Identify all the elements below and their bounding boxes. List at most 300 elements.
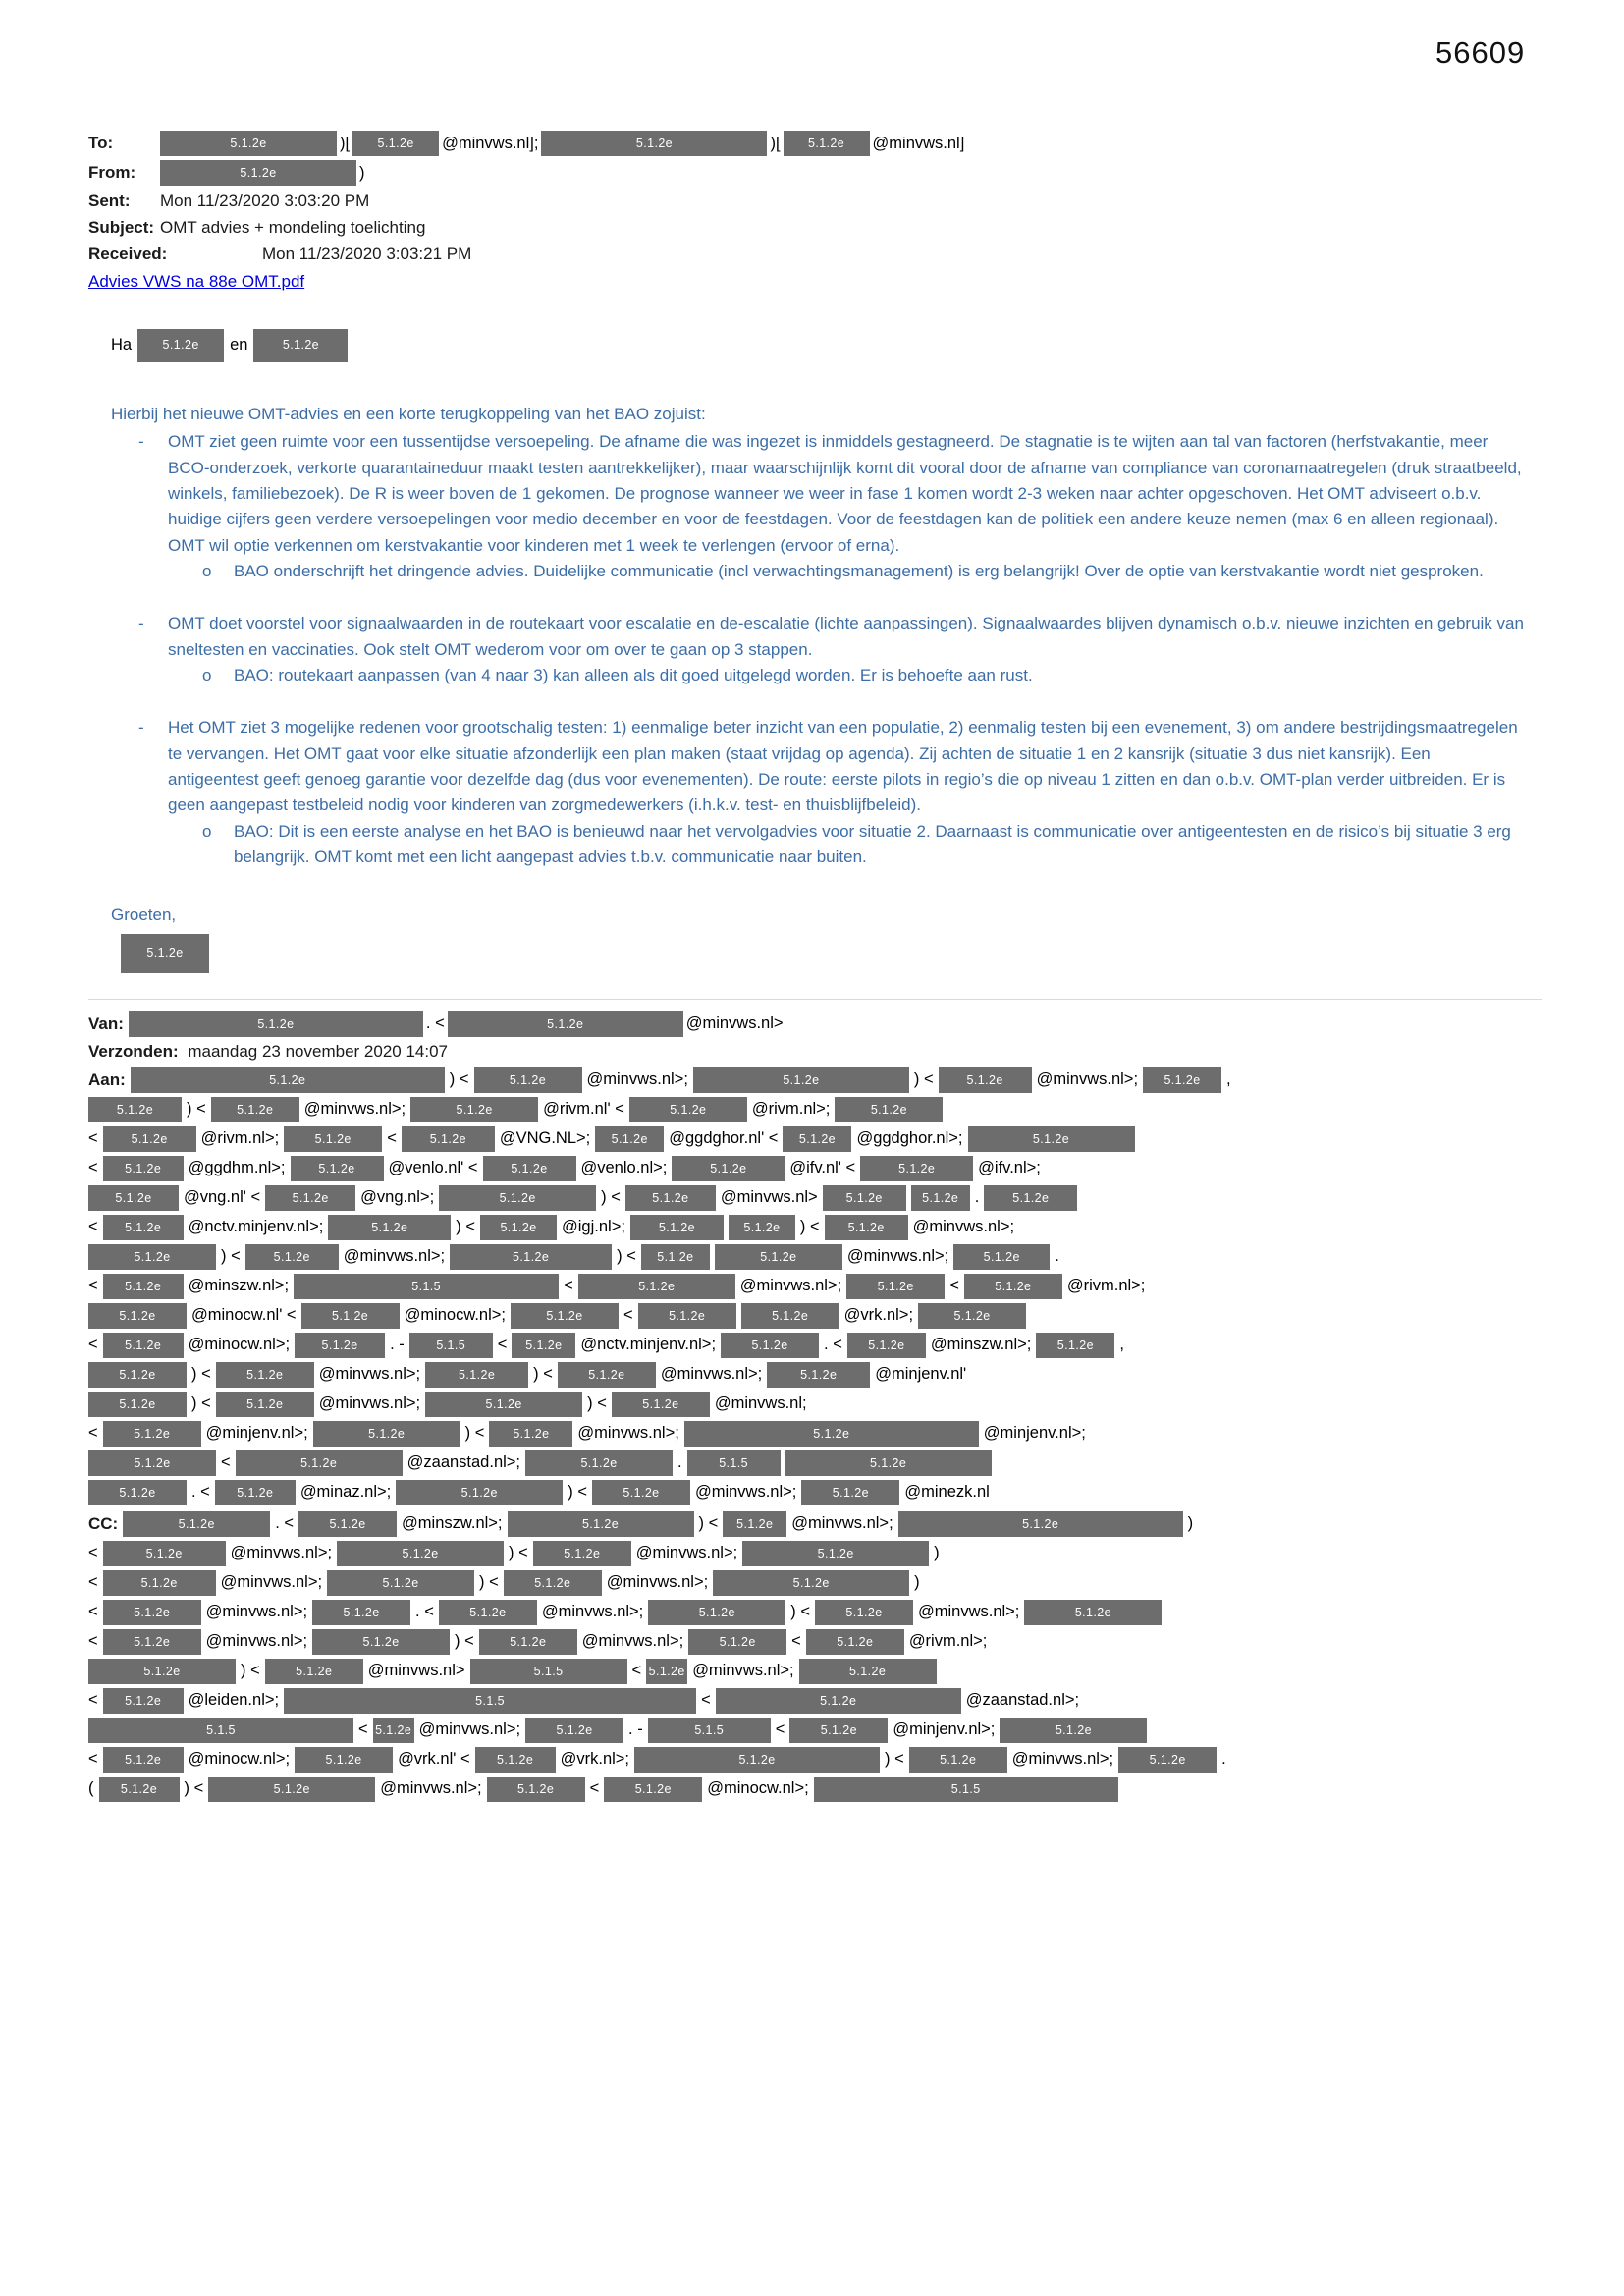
- redaction-box: 5.1.2e: [103, 1274, 184, 1299]
- redaction-box: 5.1.2e: [410, 1097, 538, 1122]
- redaction-box: 5.1.2e: [298, 1511, 397, 1537]
- address-fragment: @vrk.nl>;: [560, 1750, 630, 1769]
- address-fragment: ): [1187, 1514, 1194, 1533]
- redaction-box: 5.1.2e: [1143, 1067, 1221, 1093]
- attachment-link[interactable]: Advies VWS na 88e OMT.pdf: [88, 272, 305, 291]
- redaction-box: 5.1.2e: [847, 1333, 926, 1358]
- sent-label: Sent:: [88, 191, 131, 210]
- address-fragment: @minvws.nl>;: [791, 1514, 893, 1533]
- recipient-line: [88, 1747, 1542, 1773]
- subject-value: OMT advies + mondeling toelichting: [160, 217, 426, 237]
- header-row-sent: [88, 190, 1542, 212]
- address-fragment: <: [497, 1336, 508, 1354]
- redaction-box: 5.1.2e: [964, 1274, 1062, 1299]
- address-fragment: @minjenv.nl>;: [893, 1721, 996, 1739]
- redaction-box: 5.1.2e: [216, 1362, 314, 1388]
- redaction-box: 5.1.2e: [160, 160, 356, 186]
- redaction-box: 5.1.5: [409, 1333, 493, 1358]
- redaction-box: 5.1.2e: [825, 1215, 908, 1240]
- redaction-box: 5.1.2e: [684, 1421, 979, 1447]
- address-fragment: <: [791, 1632, 801, 1651]
- address-fragment: @minvws.nl>;: [660, 1365, 763, 1384]
- recipient-line: [88, 1156, 1542, 1181]
- address-fragment: @minocw.nl>;: [188, 1750, 291, 1769]
- forwarded-header: [88, 999, 1542, 1802]
- attachment-row: [88, 272, 1542, 292]
- redaction-box: 5.1.2e: [578, 1274, 735, 1299]
- redaction-box: 5.1.2e: [475, 1747, 556, 1773]
- address-fragment: @minvws.nl>;: [1036, 1070, 1139, 1089]
- address-fragment: @minvws.nl>;: [692, 1662, 794, 1680]
- address-fragment: ) <: [221, 1247, 241, 1266]
- redaction-box: 5.1.2e: [1024, 1600, 1162, 1625]
- address-fragment: @ggdghor.nl>;: [856, 1129, 963, 1148]
- redaction-box: 5.1.2e: [592, 1480, 690, 1505]
- recipient-line: [88, 1274, 1542, 1299]
- redaction-box: 5.1.2e: [131, 1067, 445, 1093]
- redaction-box: 5.1.2e: [479, 1629, 577, 1655]
- redaction-box: 5.1.2e: [604, 1777, 702, 1802]
- address-fragment: @rivm.nl>;: [751, 1100, 831, 1119]
- address-fragment: ) <: [479, 1573, 499, 1592]
- redaction-box: 5.1.2e: [450, 1244, 612, 1270]
- recipient-line: [88, 1097, 1542, 1122]
- redaction-box: 5.1.2e: [799, 1659, 937, 1684]
- redaction-box: 5.1.2e: [265, 1659, 363, 1684]
- redaction-box: 5.1.2e: [1036, 1333, 1114, 1358]
- redaction-box: 5.1.2e: [474, 1067, 582, 1093]
- address-fragment: <: [631, 1662, 642, 1680]
- redaction-box: 5.1.2e: [103, 1333, 184, 1358]
- address-fragment: @VNG.NL>;: [499, 1129, 591, 1148]
- address-fragment: . <: [191, 1483, 210, 1502]
- redaction-box: 5.1.2e: [729, 1215, 795, 1240]
- address-fragment: @venlo.nl' <: [388, 1159, 478, 1177]
- address-fragment: @minvws.nl>: [685, 1014, 784, 1033]
- address-fragment: ,: [1119, 1336, 1124, 1354]
- address-fragment: ) <: [601, 1188, 621, 1207]
- redaction-box: 5.1.2e: [313, 1421, 460, 1447]
- redaction-box: 5.1.2e: [103, 1747, 184, 1773]
- address-fragment: ) <: [187, 1100, 206, 1119]
- recipient-line: [88, 1450, 1542, 1476]
- address-fragment: ) <: [455, 1632, 474, 1651]
- address-fragment: @minvws.nl;: [714, 1394, 807, 1413]
- recipient-line: [88, 1688, 1542, 1714]
- redaction-box: 5.1.2e: [88, 1185, 179, 1211]
- address-fragment: ) <: [533, 1365, 553, 1384]
- bullet-text: OMT doet voorstel voor signaalwaarden in de routekaart voor escalatie en de-escalatie (lichte aanpassingen). Signaalwaardes blijven dynamisch o.b.v. nieuwe inzichten en gebruik van sneltesten en vaccinaties. Ook stelt OMT wederom voor om over te gaan op 3 stappen.: [168, 614, 1524, 659]
- address-fragment: ) <: [568, 1483, 587, 1502]
- address-fragment: @minaz.nl>;: [299, 1483, 392, 1502]
- email-content: [88, 131, 1542, 1806]
- redaction-box: 5.1.2e: [511, 1303, 619, 1329]
- redaction-box: 5.1.2e: [742, 1541, 929, 1566]
- address-fragment: @minvws.nl>;: [541, 1603, 644, 1621]
- address-fragment: @minvws.nl>;: [343, 1247, 446, 1266]
- redaction-box: 5.1.2e: [103, 1629, 201, 1655]
- address-fragment: <: [221, 1453, 231, 1472]
- address-fragment: @minvws.nl>;: [917, 1603, 1020, 1621]
- bullet-marker: -: [138, 718, 144, 738]
- address-fragment: @minjenv.nl>;: [983, 1424, 1086, 1443]
- recipient-line: [88, 1126, 1542, 1152]
- redaction-box: 5.1.2e: [211, 1097, 299, 1122]
- recipient-line: [88, 1718, 1542, 1743]
- address-fragment: @vng.nl>;: [360, 1188, 435, 1207]
- redaction-box: 5.1.2e: [480, 1215, 557, 1240]
- recipient-line: [88, 1421, 1542, 1447]
- sub-bullet-marker: o: [202, 821, 212, 841]
- address-fragment: @vrk.nl>;: [843, 1306, 914, 1325]
- redaction-box: 5.1.2e: [641, 1244, 710, 1270]
- redaction-box: 5.1.2e: [352, 131, 439, 156]
- closing-line: Groeten,: [111, 904, 177, 924]
- address-fragment: @minezk.nl: [904, 1483, 990, 1502]
- address-fragment: ) <: [191, 1365, 211, 1384]
- address-fragment: @minvws.nl>;: [220, 1573, 323, 1592]
- redaction-box: 5.1.2e: [327, 1570, 474, 1596]
- address-fragment: @minvws.nl>;: [318, 1365, 421, 1384]
- address-fragment: @minvws.nl>;: [694, 1483, 797, 1502]
- address-fragment: .: [677, 1453, 682, 1472]
- page-number: 56609: [1435, 35, 1526, 70]
- received-value: Mon 11/23/2020 3:03:21 PM: [262, 244, 472, 263]
- address-fragment: ): [914, 1573, 920, 1592]
- address-fragment: @nctv.minjenv.nl>;: [580, 1336, 717, 1354]
- bullet-item: [138, 611, 1525, 663]
- address-fragment: (: [88, 1779, 94, 1798]
- redaction-box: 5.1.2e: [160, 131, 337, 156]
- bullet-item: [138, 429, 1525, 559]
- redaction-box: 5.1.2e: [909, 1747, 1007, 1773]
- address-fragment: @vng.nl' <: [184, 1188, 261, 1207]
- redaction-box: 5.1.2e: [898, 1511, 1183, 1537]
- address-fragment: ): [359, 163, 365, 182]
- address-fragment: ) <: [191, 1394, 211, 1413]
- address-fragment: @minvws.nl>;: [230, 1544, 333, 1562]
- recipient-line: [88, 1215, 1542, 1240]
- address-fragment: @rivm.nl>;: [908, 1632, 988, 1651]
- redaction-box: 5.1.2e: [88, 1392, 187, 1417]
- bullet-text: OMT ziet geen ruimte voor een tussentijdse versoepeling. De afname die was ingezet is inmiddels gestagneerd. De stagnatie is te wijten aan tal van factoren (herfstvakantie, meer BCO-onderzoek, verkorte quarantaineduur maakt testen aantrekkelijker), maar waarschijnlijk komt dit vooral door de afname van compliance van coronamaatregelen (druk straatbeeld, winkels, familiebezoek). De R is weer boven de 1 gekomen. De prognose wanneer we weer in fase 1 komen wordt 2-3 weken naar achter opgeschoven. Het OMT adviseert o.b.v. huidige cijfers geen verdere versoepelingen voor medio december en voor de feestdagen. Voor de feestdagen kan de politiek een andere keuze nemen (max 6 en alleen regionaal). OMT wil optie verkennen om kerstvakantie voor kinderen met 1 week te verlengen (ervoor of erna).: [168, 432, 1522, 555]
- address-fragment: ) <: [184, 1779, 204, 1798]
- redaction-box: 5.1.2e: [88, 1480, 187, 1505]
- redaction-box: 5.1.5: [687, 1450, 781, 1476]
- address-fragment: @minvws.nl>;: [380, 1779, 482, 1798]
- redaction-box: 5.1.2e: [860, 1156, 973, 1181]
- redaction-box: 5.1.2e: [312, 1629, 450, 1655]
- address-fragment: @minvws.nl>;: [586, 1070, 688, 1089]
- redaction-box: 5.1.2e: [337, 1541, 504, 1566]
- redaction-box: 5.1.2e: [918, 1303, 1026, 1329]
- redaction-box: 5.1.2e: [504, 1570, 602, 1596]
- address-fragment: <: [387, 1129, 397, 1148]
- bullet-text: Het OMT ziet 3 mogelijke redenen voor grootschalig testen: 1) eenmalige beter inzicht van een populatie, 2) eenmalig testen bij een evenement, 3) om andere bestrijdingsmaatregelen te vervangen. Het OMT gaat voor elke situatie afzonderlijk een plan maken (staat vrijdag op agenda). Zij achten de situatie 1 en 2 kansrijk (situatie 3 dus niet kansrijk). Een antigeentest geeft genoeg garantie voor dezelfde dag (dus voor evenementen). De route: eerste pilots in regio’s die op niveau 1 zitten en dan o.b.v. OMT-plan verder uitbreiden. Er is geen aangepast testbeleid nodig voor kinderen van zorgmedewerkers (i.h.k.v. test- en thuisblijfbeleid).: [168, 718, 1518, 815]
- address-fragment: @ifv.nl>;: [978, 1159, 1041, 1177]
- sub-bullet-item: [202, 819, 1525, 871]
- address-fragment: <: [88, 1573, 98, 1592]
- address-fragment: @minszw.nl>;: [402, 1514, 503, 1533]
- bullet-group: [111, 715, 1525, 870]
- aan-recipient-block: [88, 1067, 1542, 1505]
- recipient-line: [88, 1392, 1542, 1417]
- address-fragment: . <: [824, 1336, 842, 1354]
- address-fragment: ) <: [449, 1070, 469, 1089]
- address-fragment: @minvws.nl>: [367, 1662, 465, 1680]
- signature-line: [111, 934, 1525, 973]
- address-fragment: ) <: [241, 1662, 260, 1680]
- address-fragment: @minjenv.nl>;: [205, 1424, 308, 1443]
- redaction-box: 5.1.5: [88, 1718, 353, 1743]
- address-fragment: @venlo.nl>;: [580, 1159, 668, 1177]
- address-fragment: @ggdghor.nl' <: [669, 1129, 779, 1148]
- intro-line: Hierbij het nieuwe OMT-advies en een korte terugkoppeling van het BAO zojuist:: [111, 405, 706, 423]
- redaction-box: 5.1.5: [648, 1718, 771, 1743]
- header-row-received: [88, 243, 1542, 265]
- bullet-marker: -: [138, 432, 144, 452]
- redaction-box: 5.1.2e: [646, 1659, 687, 1684]
- address-fragment: @rivm.nl>;: [1066, 1277, 1146, 1295]
- recipient-line: [88, 1244, 1542, 1270]
- address-fragment: @rivm.nl' <: [543, 1100, 624, 1119]
- redaction-box: 5.1.2e: [103, 1126, 196, 1152]
- message-body: [88, 329, 1525, 973]
- redaction-box: 5.1.2e: [88, 1362, 187, 1388]
- redaction-box: 5.1.2e: [236, 1450, 403, 1476]
- redaction-box: 5.1.2e: [785, 1450, 992, 1476]
- sub-bullet-text: BAO: routekaart aanpassen (van 4 naar 3) kan alleen als dit goed uitgelegd worden. Er is behoefte aan rust.: [234, 666, 1033, 685]
- redaction-box: 5.1.2e: [968, 1126, 1135, 1152]
- redaction-box: 5.1.2e: [508, 1511, 694, 1537]
- redaction-box: 5.1.2e: [558, 1362, 656, 1388]
- redaction-box: 5.1.2e: [328, 1215, 451, 1240]
- redaction-box: 5.1.2e: [716, 1688, 961, 1714]
- redaction-box: 5.1.2e: [312, 1600, 410, 1625]
- address-fragment: @minocw.nl' <: [191, 1306, 297, 1325]
- to-label: To:: [88, 134, 114, 152]
- address-fragment: .: [1221, 1750, 1226, 1769]
- redaction-box: 5.1.2e: [88, 1303, 187, 1329]
- address-fragment: @igj.nl>;: [562, 1218, 625, 1236]
- redaction-box: 5.1.2e: [541, 131, 767, 156]
- address-fragment: @minvws.nl>;: [739, 1277, 842, 1295]
- redaction-box: 5.1.2e: [439, 1185, 596, 1211]
- redaction-box: 5.1.2e: [402, 1126, 495, 1152]
- redaction-box: 5.1.2e: [815, 1600, 913, 1625]
- redaction-box: 5.1.2e: [672, 1156, 785, 1181]
- redaction-box: 5.1.2e: [483, 1156, 576, 1181]
- recipient-line: [88, 1570, 1542, 1596]
- aan-label: Aan:: [88, 1069, 126, 1089]
- header-row-to: [88, 131, 1542, 156]
- redaction-box: 5.1.2e: [489, 1421, 572, 1447]
- redaction-box: 5.1.2e: [439, 1600, 537, 1625]
- redaction-box: 5.1.2e: [103, 1570, 216, 1596]
- address-fragment: @minvws.nl]: [872, 134, 965, 152]
- redaction-box: 5.1.2e: [721, 1333, 819, 1358]
- redaction-box: 5.1.2e: [638, 1303, 736, 1329]
- redaction-box: 5.1.2e: [301, 1303, 400, 1329]
- redaction-box: 5.1.2e: [137, 329, 224, 362]
- recipient-line: [88, 1480, 1542, 1505]
- to-value: [160, 131, 964, 156]
- address-fragment: @zaanstad.nl>;: [406, 1453, 521, 1472]
- redaction-box: 5.1.2e: [425, 1392, 582, 1417]
- recipient-line: [88, 1511, 1542, 1537]
- redaction-box: 5.1.2e: [123, 1511, 270, 1537]
- redaction-box: 5.1.2e: [634, 1747, 880, 1773]
- address-fragment: @minjenv.nl': [875, 1365, 967, 1384]
- address-fragment: ) <: [464, 1424, 485, 1443]
- subject-label: Subject:: [88, 217, 155, 237]
- address-fragment: @minocw.nl>;: [188, 1336, 291, 1354]
- redaction-box: 5.1.2e: [103, 1600, 201, 1625]
- address-fragment: )[: [340, 134, 351, 152]
- address-fragment: @rivm.nl>;: [200, 1129, 280, 1148]
- redaction-box: 5.1.2e: [88, 1244, 216, 1270]
- sub-bullet-marker: o: [202, 666, 212, 685]
- recipient-line: [88, 1185, 1542, 1211]
- address-fragment: @minvws.nl>;: [303, 1100, 406, 1119]
- sub-bullet-item: [202, 559, 1525, 584]
- address-fragment: @vrk.nl' <: [398, 1750, 470, 1769]
- redaction-box: 5.1.2e: [425, 1362, 528, 1388]
- address-fragment: <: [88, 1632, 98, 1651]
- address-fragment: <: [88, 1277, 98, 1295]
- recipient-line: [88, 1541, 1542, 1566]
- cc-recipient-block: [88, 1511, 1542, 1802]
- redaction-box: 5.1.2e: [129, 1011, 423, 1037]
- redaction-box: 5.1.2e: [713, 1570, 909, 1596]
- address-fragment: <: [701, 1691, 711, 1710]
- redaction-box: 5.1.2e: [295, 1333, 385, 1358]
- redaction-box: 5.1.2e: [723, 1511, 786, 1537]
- address-fragment: .: [974, 1188, 980, 1207]
- redaction-box: 5.1.2e: [629, 1097, 747, 1122]
- address-fragment: . -: [628, 1721, 643, 1739]
- address-fragment: <: [88, 1336, 98, 1354]
- address-fragment: <: [88, 1750, 98, 1769]
- received-label: Received:: [88, 244, 168, 263]
- van-value: [129, 1011, 784, 1037]
- sub-bullet-marker: o: [202, 562, 212, 581]
- verzonden-row: [88, 1042, 1542, 1062]
- address-fragment: <: [88, 1159, 98, 1177]
- redaction-box: 5.1.2e: [846, 1274, 945, 1299]
- redaction-box: 5.1.2e: [783, 1126, 851, 1152]
- recipient-line: [88, 1629, 1542, 1655]
- address-fragment: @minvws.nl>;: [635, 1544, 738, 1562]
- redaction-box: 5.1.2e: [688, 1629, 786, 1655]
- redaction-box: 5.1.2e: [295, 1747, 393, 1773]
- bullet-item: [138, 715, 1525, 818]
- van-label: Van:: [88, 1013, 124, 1033]
- redaction-box: 5.1.2e: [284, 1126, 382, 1152]
- redaction-box: 5.1.2e: [625, 1185, 716, 1211]
- address-fragment: ): [934, 1544, 940, 1562]
- redaction-box: 5.1.2e: [533, 1541, 631, 1566]
- sub-bullet-text: BAO: Dit is een eerste analyse en het BAO is benieuwd naar het vervolgadvies voor situatie 2. Daarnaast is communicatie over antigeentesten en de risico’s bij situatie 3 erg belangrijk. OMT komt met een licht aangepast advies t.b.v. communicatie naar buiten.: [234, 821, 1511, 867]
- bullet-list: [111, 429, 1525, 870]
- recipient-line: [88, 1777, 1542, 1802]
- redaction-box: 5.1.2e: [512, 1333, 575, 1358]
- address-fragment: @minvws.nl>;: [1011, 1750, 1114, 1769]
- greeting-line: [111, 329, 1525, 362]
- address-fragment: en: [230, 336, 248, 355]
- redaction-box: 5.1.5: [294, 1274, 559, 1299]
- address-fragment: @minszw.nl>;: [188, 1277, 290, 1295]
- address-fragment: @minvws.nl>;: [418, 1721, 521, 1739]
- redaction-box: 5.1.2e: [121, 934, 209, 973]
- redaction-box: 5.1.5: [284, 1688, 696, 1714]
- redaction-box: 5.1.2e: [630, 1215, 724, 1240]
- verzonden-label: Verzonden:: [88, 1041, 179, 1061]
- redaction-box: 5.1.2e: [103, 1541, 226, 1566]
- bullet-group: [111, 611, 1525, 688]
- from-label: From:: [88, 163, 136, 182]
- email-header: [88, 131, 1542, 292]
- redaction-box: 5.1.2e: [216, 1392, 314, 1417]
- redaction-box: 5.1.2e: [911, 1185, 970, 1211]
- redaction-box: 5.1.2e: [612, 1392, 710, 1417]
- redaction-box: 5.1.2e: [103, 1156, 184, 1181]
- redaction-box: 5.1.2e: [88, 1450, 216, 1476]
- redaction-box: 5.1.2e: [835, 1097, 943, 1122]
- redaction-box: 5.1.2e: [767, 1362, 870, 1388]
- address-fragment: ) <: [456, 1218, 476, 1236]
- verzonden-value: maandag 23 november 2020 14:07: [183, 1041, 448, 1061]
- cc-label: CC:: [88, 1513, 119, 1533]
- address-fragment: @minvws.nl>;: [577, 1424, 679, 1443]
- redaction-box: 5.1.5: [814, 1777, 1118, 1802]
- redaction-box: 5.1.2e: [373, 1718, 414, 1743]
- address-fragment: @minvws.nl>;: [205, 1603, 308, 1621]
- address-fragment: <: [589, 1779, 600, 1798]
- redaction-box: 5.1.2e: [103, 1421, 201, 1447]
- address-fragment: ) <: [790, 1603, 810, 1621]
- recipient-line: [88, 1303, 1542, 1329]
- redaction-box: 5.1.2e: [789, 1718, 888, 1743]
- address-fragment: @minvws.nl>;: [606, 1573, 709, 1592]
- address-fragment: ) <: [913, 1070, 934, 1089]
- address-fragment: <: [88, 1544, 98, 1562]
- address-fragment: <: [88, 1129, 98, 1148]
- redaction-box: 5.1.2e: [448, 1011, 683, 1037]
- address-fragment: <: [949, 1277, 959, 1295]
- header-row-from: [88, 160, 1542, 186]
- address-fragment: @minvws.nl>;: [318, 1394, 421, 1413]
- address-fragment: @minvws.nl>: [720, 1188, 818, 1207]
- redaction-box: 5.1.2e: [806, 1629, 904, 1655]
- redaction-box: 5.1.2e: [103, 1215, 184, 1240]
- address-fragment: <: [623, 1306, 633, 1325]
- redaction-box: 5.1.2e: [741, 1303, 839, 1329]
- address-fragment: <: [88, 1603, 98, 1621]
- address-fragment: ) <: [509, 1544, 528, 1562]
- redaction-box: 5.1.2e: [215, 1480, 296, 1505]
- redaction-box: 5.1.2e: [939, 1067, 1032, 1093]
- redaction-box: 5.1.2e: [88, 1659, 236, 1684]
- redaction-box: 5.1.5: [470, 1659, 627, 1684]
- address-fragment: <: [88, 1424, 98, 1443]
- redaction-box: 5.1.2e: [801, 1480, 899, 1505]
- sub-bullet-item: [202, 663, 1525, 688]
- address-fragment: <: [358, 1721, 368, 1739]
- from-value: [160, 160, 365, 186]
- bullet-group: [111, 429, 1525, 584]
- address-fragment: ) <: [617, 1247, 636, 1266]
